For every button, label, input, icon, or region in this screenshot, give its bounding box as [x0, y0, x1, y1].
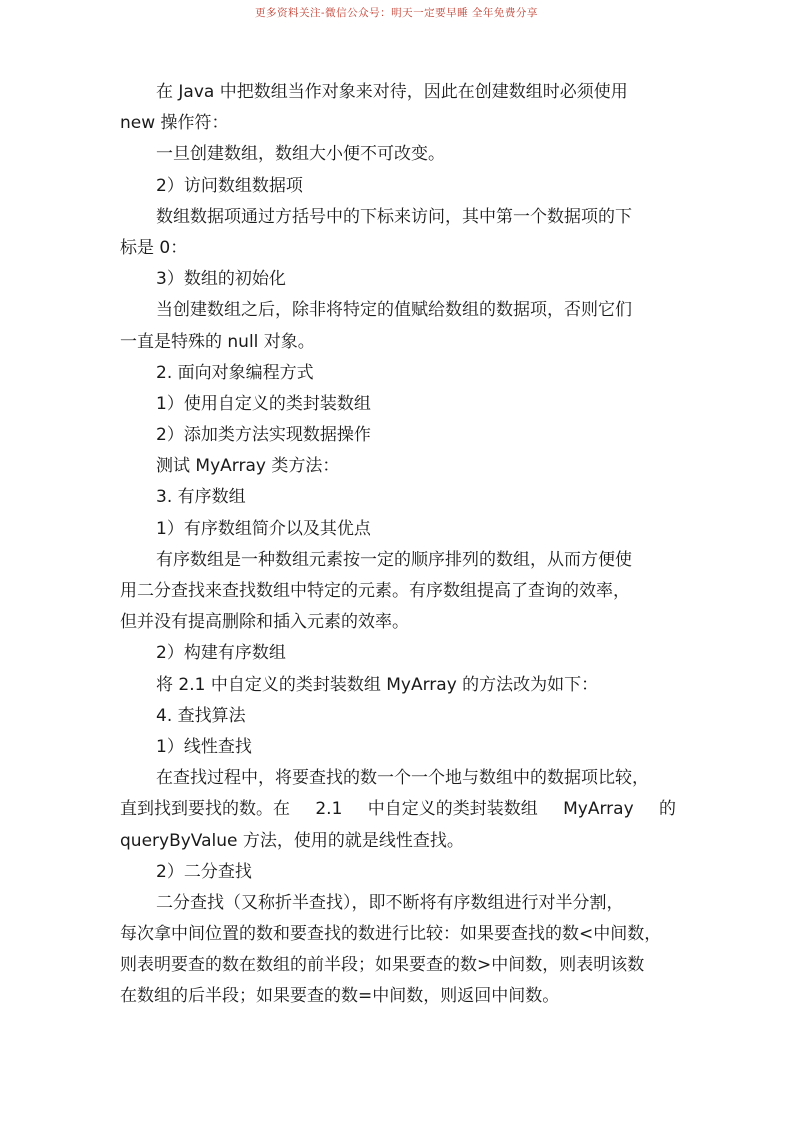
text-segment: 的 [659, 799, 676, 820]
paragraph-line: 二分查找（又称折半查找），即不断将有序数组进行对半分割， [156, 892, 624, 913]
text-segment: MyArray [563, 799, 634, 820]
paragraph-line: 但并没有提高删除和插入元素的效率。 [120, 612, 409, 633]
section-heading: 3）数组的初始化 [156, 269, 286, 290]
paragraph-line: 将 2.1 中自定义的类封装数组 MyArray 的方法改为如下： [156, 674, 599, 695]
paragraph-line: 一旦创建数组，数组大小便不可改变。 [156, 144, 445, 165]
paragraph-line: 一直是特殊的 null 对象。 [120, 331, 315, 352]
paragraph-line: 标是 0： [120, 237, 188, 258]
paragraph-line: new 操作符： [120, 113, 229, 134]
page-header-banner: 更多资料关注-微信公众号：明天一定要早睡 全年免费分享 [255, 7, 538, 19]
text-segment: 直到找到要找的数。在 [120, 799, 290, 820]
section-heading: 2）构建有序数组 [156, 643, 286, 664]
section-heading: 2）添加类方法实现数据操作 [156, 425, 371, 446]
section-heading: 2）访问数组数据项 [156, 175, 303, 196]
paragraph-line: 数组数据项通过方括号中的下标来访问，其中第一个数据项的下 [156, 206, 632, 227]
paragraph-line: 有序数组是一种数组元素按一定的顺序排列的数组，从而方便使 [156, 549, 632, 570]
text-segment: 2.1 [315, 799, 343, 820]
paragraph-line: 在查找过程中，将要查找的数一个一个地与数组中的数据项比较， [156, 768, 649, 789]
section-heading: 1）使用自定义的类封装数组 [156, 393, 371, 414]
section-heading: 4. 查找算法 [156, 705, 246, 726]
paragraph-line: 每次拿中间位置的数和要查找的数进行比较：如果要查找的数<中间数， [120, 924, 662, 945]
paragraph-line: 当创建数组之后，除非将特定的值赋给数组的数据项，否则它们 [156, 300, 632, 321]
paragraph-line: queryByValue 方法，使用的就是线性查找。 [120, 830, 464, 851]
paragraph-line: 在 Java 中把数组当作对象来对待，因此在创建数组时必须使用 [156, 82, 628, 102]
paragraph-line-justified [120, 794, 676, 825]
document-body [120, 77, 676, 1013]
section-heading: 2. 面向对象编程方式 [156, 362, 314, 383]
paragraph-line: 用二分查找来查找数组中特定的元素。有序数组提高了查询的效率， [120, 581, 630, 601]
paragraph-line: 测试 MyArray 类方法： [156, 456, 340, 477]
paragraph-line: 在数组的后半段；如果要查的数=中间数，则返回中间数。 [120, 986, 560, 1007]
section-heading: 3. 有序数组 [156, 487, 246, 508]
text-segment: 中自定义的类封装数组 [367, 799, 538, 820]
section-heading: 1）有序数组简介以及其优点 [156, 518, 371, 539]
section-heading: 1）线性查找 [156, 736, 252, 757]
section-heading: 2）二分查找 [156, 861, 252, 882]
paragraph-line: 则表明要查的数在数组的前半段；如果要查的数>中间数，则表明该数 [120, 955, 645, 976]
